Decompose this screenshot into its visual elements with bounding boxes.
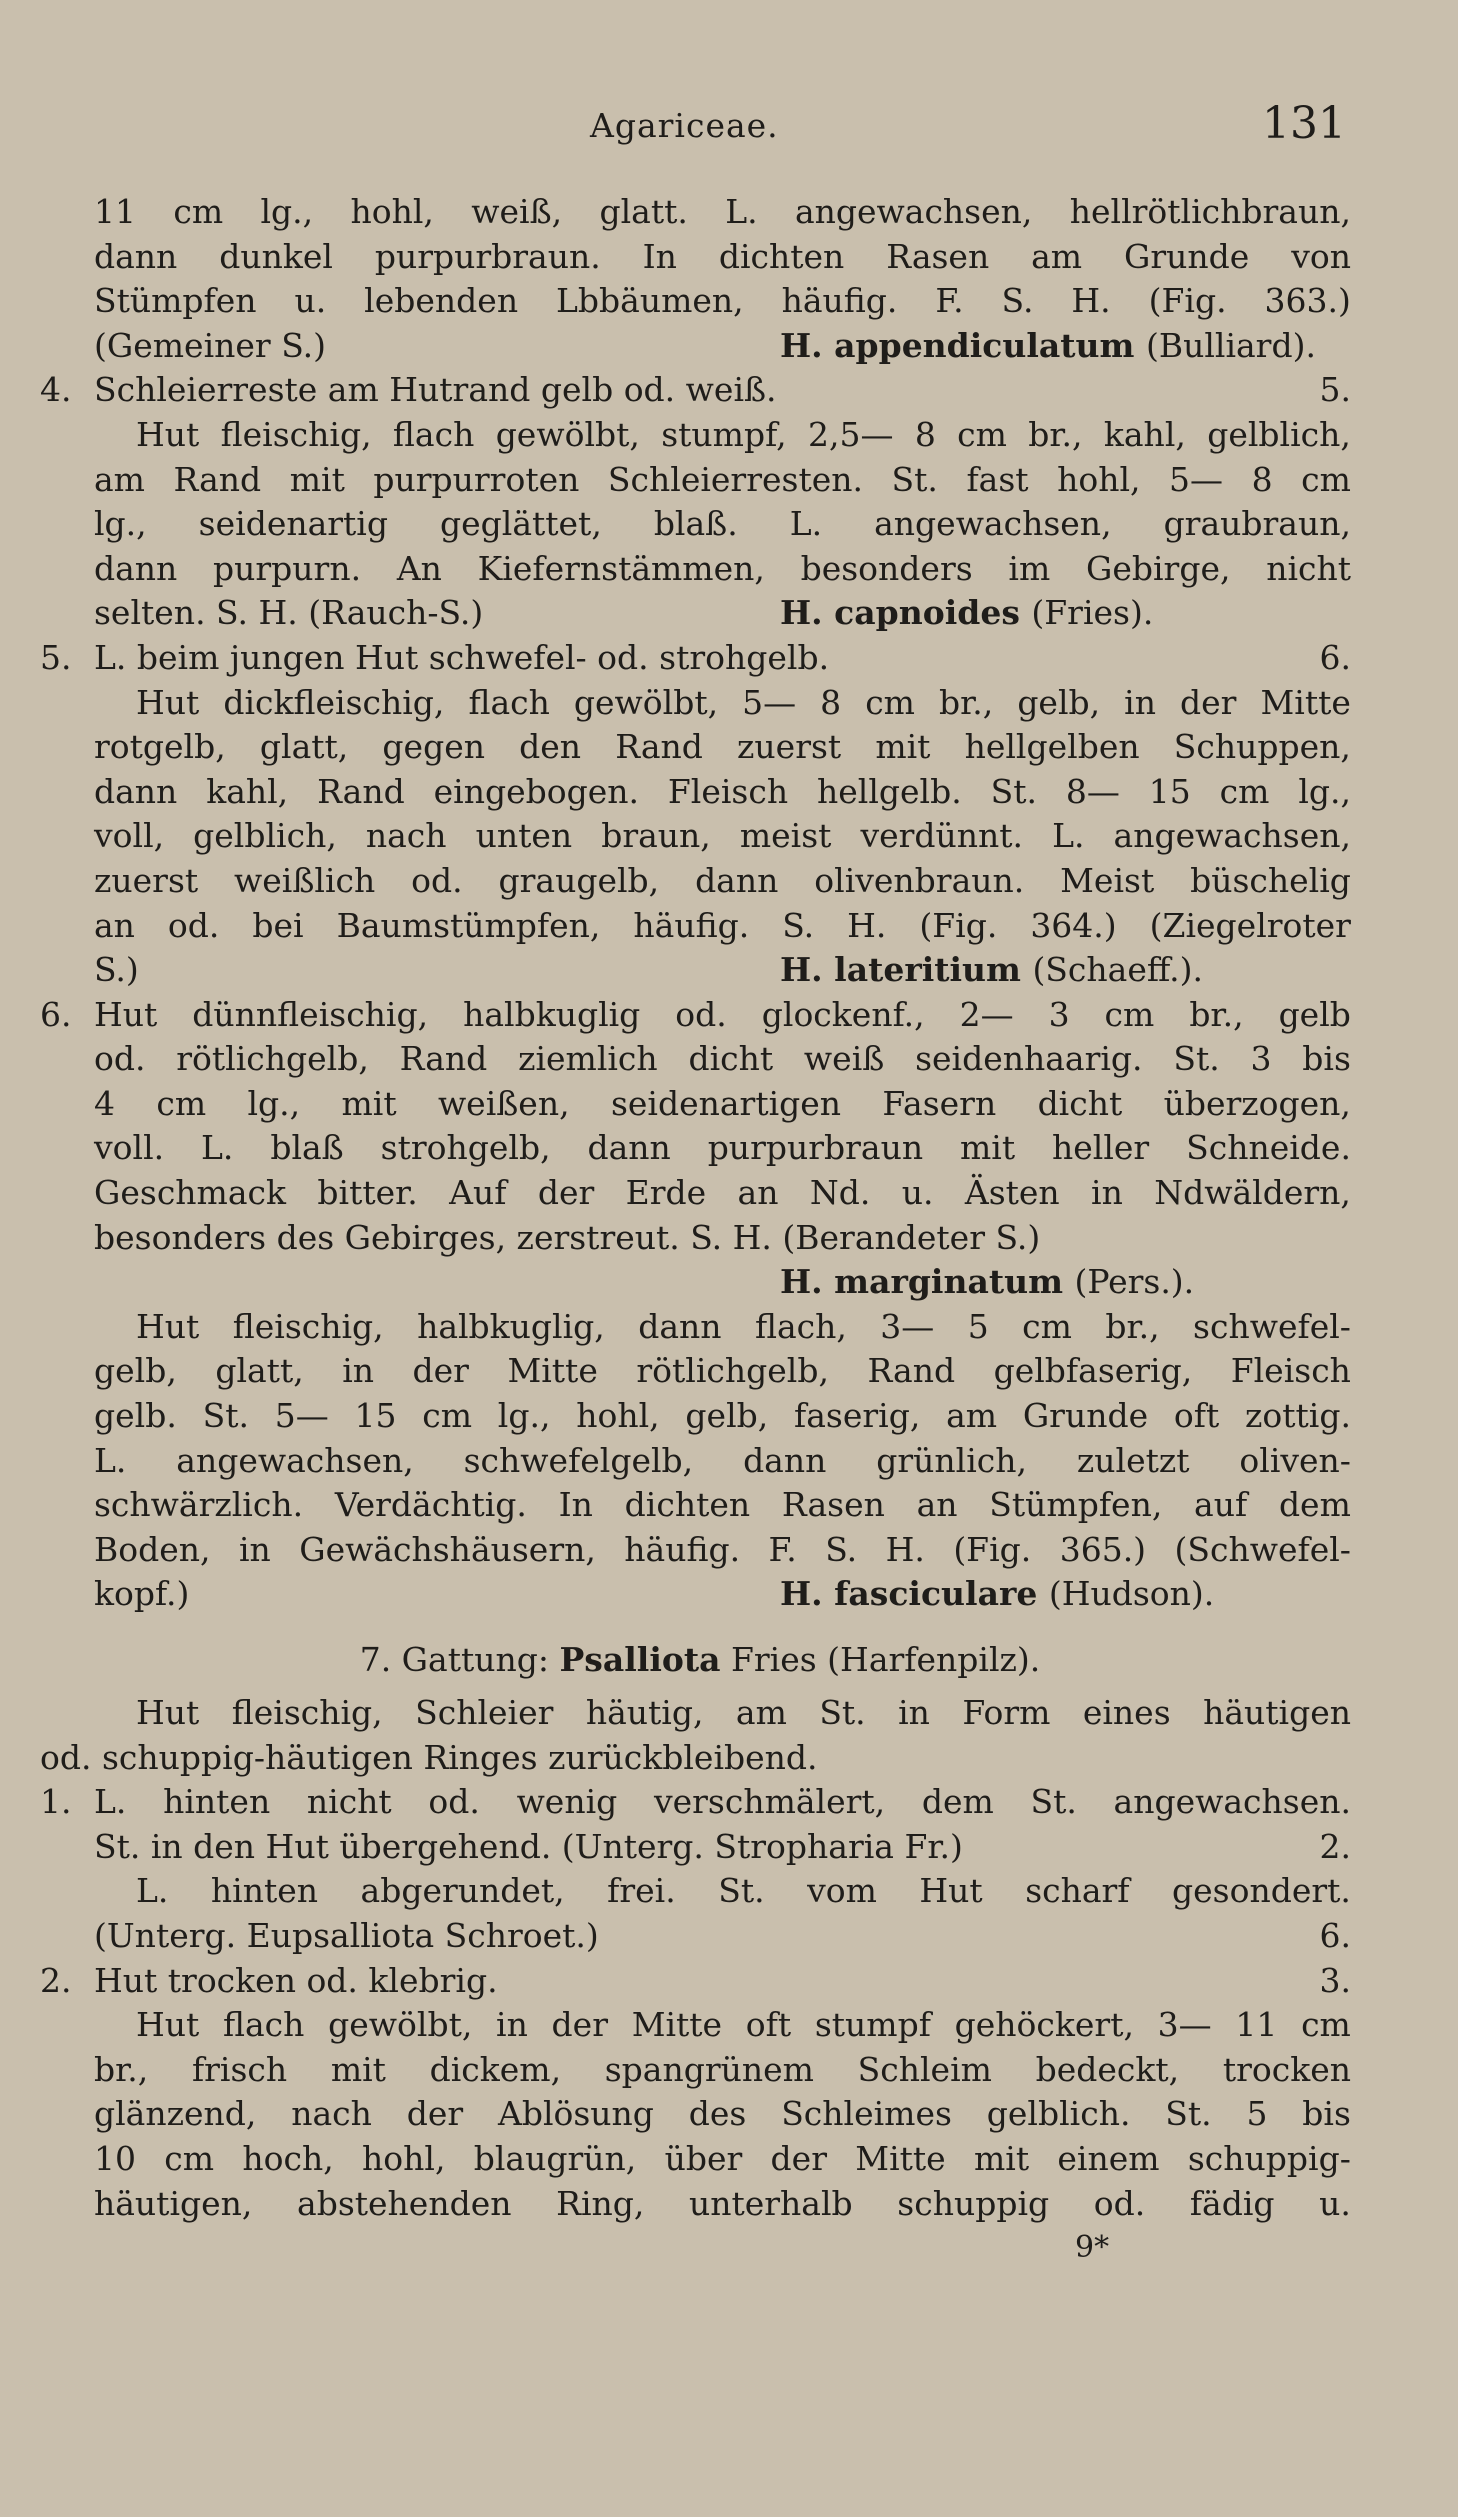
species-author: (Pers.). <box>1074 1262 1195 1302</box>
line-text: rotgelb, glatt, gegen den Rand zuerst mit hellgelben Schuppen, <box>94 727 1351 767</box>
line-text: Hut fleischig, halbkuglig, dann flach, 3— 5 cm br., schwefel- <box>136 1306 1351 1346</box>
line-text: od. schuppig-häutigen Ringes zurückbleibend. <box>40 1737 818 1777</box>
line-text: häutigen, abstehenden Ring, unterhalb schuppig od. fädig u. <box>94 2183 1351 2223</box>
species-name <box>780 1260 1194 1305</box>
line-text: zuerst weißlich od. graugelb, dann olivenbraun. Meist büschelig <box>94 860 1351 900</box>
line-text: voll. L. blaß strohgelb, dann purpurbraun mit heller Schneide. <box>94 1128 1351 1168</box>
line-text: selten. S. H. (Rauch-S.) <box>94 593 484 633</box>
line-text: Hut fleischig, Schleier häutig, am St. in Form eines häutigen <box>136 1693 1351 1732</box>
text-line <box>40 1082 1360 1127</box>
text-line <box>40 1528 1360 1573</box>
text-line <box>40 636 1360 681</box>
line-text: Hut fleischig, flach gewölbt, stumpf, 2,5— 8 cm br., kahl, gelblich, <box>136 414 1351 454</box>
species-author: (Schaeff.). <box>1032 950 1203 990</box>
species-author: (Bulliard). <box>1145 325 1316 365</box>
text-line <box>40 324 1360 369</box>
text-line <box>40 1349 1360 1394</box>
species-binomial: H. marginatum <box>780 1262 1063 1302</box>
text-line <box>40 814 1360 859</box>
couplet-number: 2. <box>40 1960 72 2000</box>
line-text: 11 cm lg., hohl, weiß, glatt. L. angewachsen, hellrötlichbraun, <box>94 192 1351 231</box>
couplet-number: 5. <box>40 637 72 677</box>
text-line <box>40 1780 1360 1825</box>
couplet-reference: 5. <box>1319 370 1351 410</box>
text-line <box>40 1305 1360 1350</box>
text-line <box>40 235 1360 280</box>
text-line <box>40 413 1360 458</box>
text-line <box>40 725 1360 770</box>
genus-heading <box>40 1629 1360 1691</box>
species-name <box>780 324 1316 369</box>
line-text: gelb, glatt, in der Mitte rötlichgelb, Rand gelbfaserig, Fleisch <box>94 1351 1351 1391</box>
line-text: 4 cm lg., mit weißen, seidenartigen Fasern dicht überzogen, <box>94 1083 1351 1123</box>
line-text: lg., seidenartig geglättet, blaß. L. angewachsen, graubraun, <box>94 504 1351 544</box>
text-line <box>40 2003 1360 2048</box>
couplet-reference: 2. <box>1319 1826 1351 1866</box>
running-title: Agariceae. <box>590 106 779 145</box>
key-block-1 <box>40 190 1360 1617</box>
line-text: Stümpfen u. lebenden Lbbäumen, häufig. F. S. H. (Fig. 363.) <box>94 281 1351 321</box>
text-line <box>40 547 1360 592</box>
text-line <box>40 368 1360 413</box>
line-text: kopf.) <box>94 1574 190 1614</box>
line-text: Hut flach gewölbt, in der Mitte oft stumpf gehöckert, 3— 11 cm <box>136 2005 1351 2045</box>
text-line <box>40 1260 1360 1305</box>
couplet-number: 6. <box>40 994 72 1034</box>
line-text: S.) <box>94 950 139 990</box>
text-line <box>40 993 1360 1038</box>
genus-heading-suffix: Fries (Harfenpilz). <box>720 1640 1041 1679</box>
text-line <box>40 904 1360 949</box>
text-line <box>40 2182 1360 2227</box>
text-line <box>40 1959 1360 2004</box>
page-header <box>0 98 1458 158</box>
species-name <box>780 948 1203 993</box>
line-text: Hut dickfleischig, flach gewölbt, 5— 8 cm br., gelb, in der Mitte <box>136 682 1351 722</box>
species-name <box>780 1572 1214 1617</box>
line-text: 10 cm hoch, hohl, blaugrün, über der Mitte mit einem schuppig- <box>94 2138 1351 2178</box>
couplet-reference: 3. <box>1319 1960 1351 2000</box>
text-line <box>40 1126 1360 1171</box>
line-text: L. hinten abgerundet, frei. St. vom Hut scharf gesondert. <box>136 1871 1351 1911</box>
line-text: Hut dünnfleischig, halbkuglig od. glockenf., 2— 3 cm br., gelb <box>94 994 1351 1034</box>
line-text: L. beim jungen Hut schwefel- od. strohgelb. <box>94 637 830 677</box>
key-block-2 <box>40 1691 1360 2226</box>
body-text <box>40 190 1360 2226</box>
page-number: 131 <box>1262 98 1346 149</box>
line-text: am Rand mit purpurroten Schleierresten. St. fast hohl, 5— 8 cm <box>94 459 1351 499</box>
species-author: (Fries). <box>1031 593 1154 633</box>
line-text: dann purpurn. An Kiefernstämmen, besonders im Gebirge, nicht <box>94 548 1351 588</box>
couplet-number: 4. <box>40 370 72 410</box>
line-text: Geschmack bitter. Auf der Erde an Nd. u. Ästen in Ndwäldern, <box>94 1173 1351 1213</box>
text-line <box>40 859 1360 904</box>
text-line <box>40 681 1360 726</box>
line-text: (Gemeiner S.) <box>94 325 326 365</box>
species-name <box>780 591 1153 636</box>
text-line <box>40 502 1360 547</box>
text-line <box>40 1483 1360 1528</box>
couplet-reference: 6. <box>1319 637 1351 677</box>
couplet-reference: 6. <box>1319 1915 1351 1955</box>
text-line <box>40 2092 1360 2137</box>
text-line <box>40 1914 1360 1959</box>
line-text: dann dunkel purpurbraun. In dichten Rasen am Grunde von <box>94 236 1351 276</box>
line-text: L. hinten nicht od. wenig verschmälert, dem St. angewachsen. <box>94 1782 1351 1822</box>
couplet-number: 1. <box>40 1782 72 1822</box>
text-line <box>40 591 1360 636</box>
text-line <box>40 2048 1360 2093</box>
line-text: besonders des Gebirges, zerstreut. S. H. (Berandeter S.) <box>94 1217 1041 1257</box>
line-text: an od. bei Baumstümpfen, häufig. S. H. (Fig. 364.) (Ziegelroter <box>94 905 1351 945</box>
species-binomial: H. appendiculatum <box>780 325 1135 365</box>
species-binomial: H. fasciculare <box>780 1574 1038 1614</box>
line-text: L. angewachsen, schwefelgelb, dann grünlich, zuletzt oliven- <box>94 1440 1351 1480</box>
text-line <box>40 1037 1360 1082</box>
text-line <box>40 1439 1360 1484</box>
text-line <box>40 1691 1360 1736</box>
line-text: br., frisch mit dickem, spangrünem Schleim bedeckt, trocken <box>94 2049 1351 2089</box>
text-line <box>40 2137 1360 2182</box>
text-line <box>40 458 1360 503</box>
line-text: (Unterg. Eupsalliota Schroet.) <box>94 1915 599 1955</box>
species-author: (Hudson). <box>1048 1574 1215 1614</box>
line-text: Schleierreste am Hutrand gelb od. weiß. <box>94 370 777 410</box>
signature-mark: 9* <box>1075 2230 1110 2265</box>
text-line <box>40 279 1360 324</box>
species-binomial: H. capnoides <box>780 593 1020 633</box>
species-binomial: H. lateritium <box>780 950 1021 990</box>
genus-heading-prefix: 7. Gattung: <box>359 1640 560 1679</box>
line-text: schwärzlich. Verdächtig. In dichten Rasen an Stümpfen, auf dem <box>94 1485 1351 1525</box>
genus-name: Psalliota <box>559 1640 721 1679</box>
line-text: Hut trocken od. klebrig. <box>94 1960 498 2000</box>
text-line <box>40 1171 1360 1216</box>
text-line <box>40 190 1360 235</box>
line-text: od. rötlichgelb, Rand ziemlich dicht weiß seidenhaarig. St. 3 bis <box>94 1039 1351 1079</box>
line-text: voll, gelblich, nach unten braun, meist verdünnt. L. angewachsen, <box>94 816 1351 856</box>
line-text: Boden, in Gewächshäusern, häufig. F. S. H. (Fig. 365.) (Schwefel- <box>94 1529 1351 1569</box>
line-text: St. in den Hut übergehend. (Unterg. Stropharia Fr.) <box>94 1826 963 1866</box>
text-line <box>40 770 1360 815</box>
line-text: glänzend, nach der Ablösung des Schleimes gelblich. St. 5 bis <box>94 2094 1351 2134</box>
text-line <box>40 948 1360 993</box>
line-text: dann kahl, Rand eingebogen. Fleisch hellgelb. St. 8— 15 cm lg., <box>94 771 1351 811</box>
text-line <box>40 1869 1360 1914</box>
text-line <box>40 1394 1360 1439</box>
text-line <box>40 1216 1360 1261</box>
text-line <box>40 1572 1360 1617</box>
line-text: gelb. St. 5— 15 cm lg., hohl, gelb, faserig, am Grunde oft zottig. <box>94 1396 1351 1436</box>
text-line <box>40 1736 1360 1781</box>
text-line <box>40 1825 1360 1870</box>
